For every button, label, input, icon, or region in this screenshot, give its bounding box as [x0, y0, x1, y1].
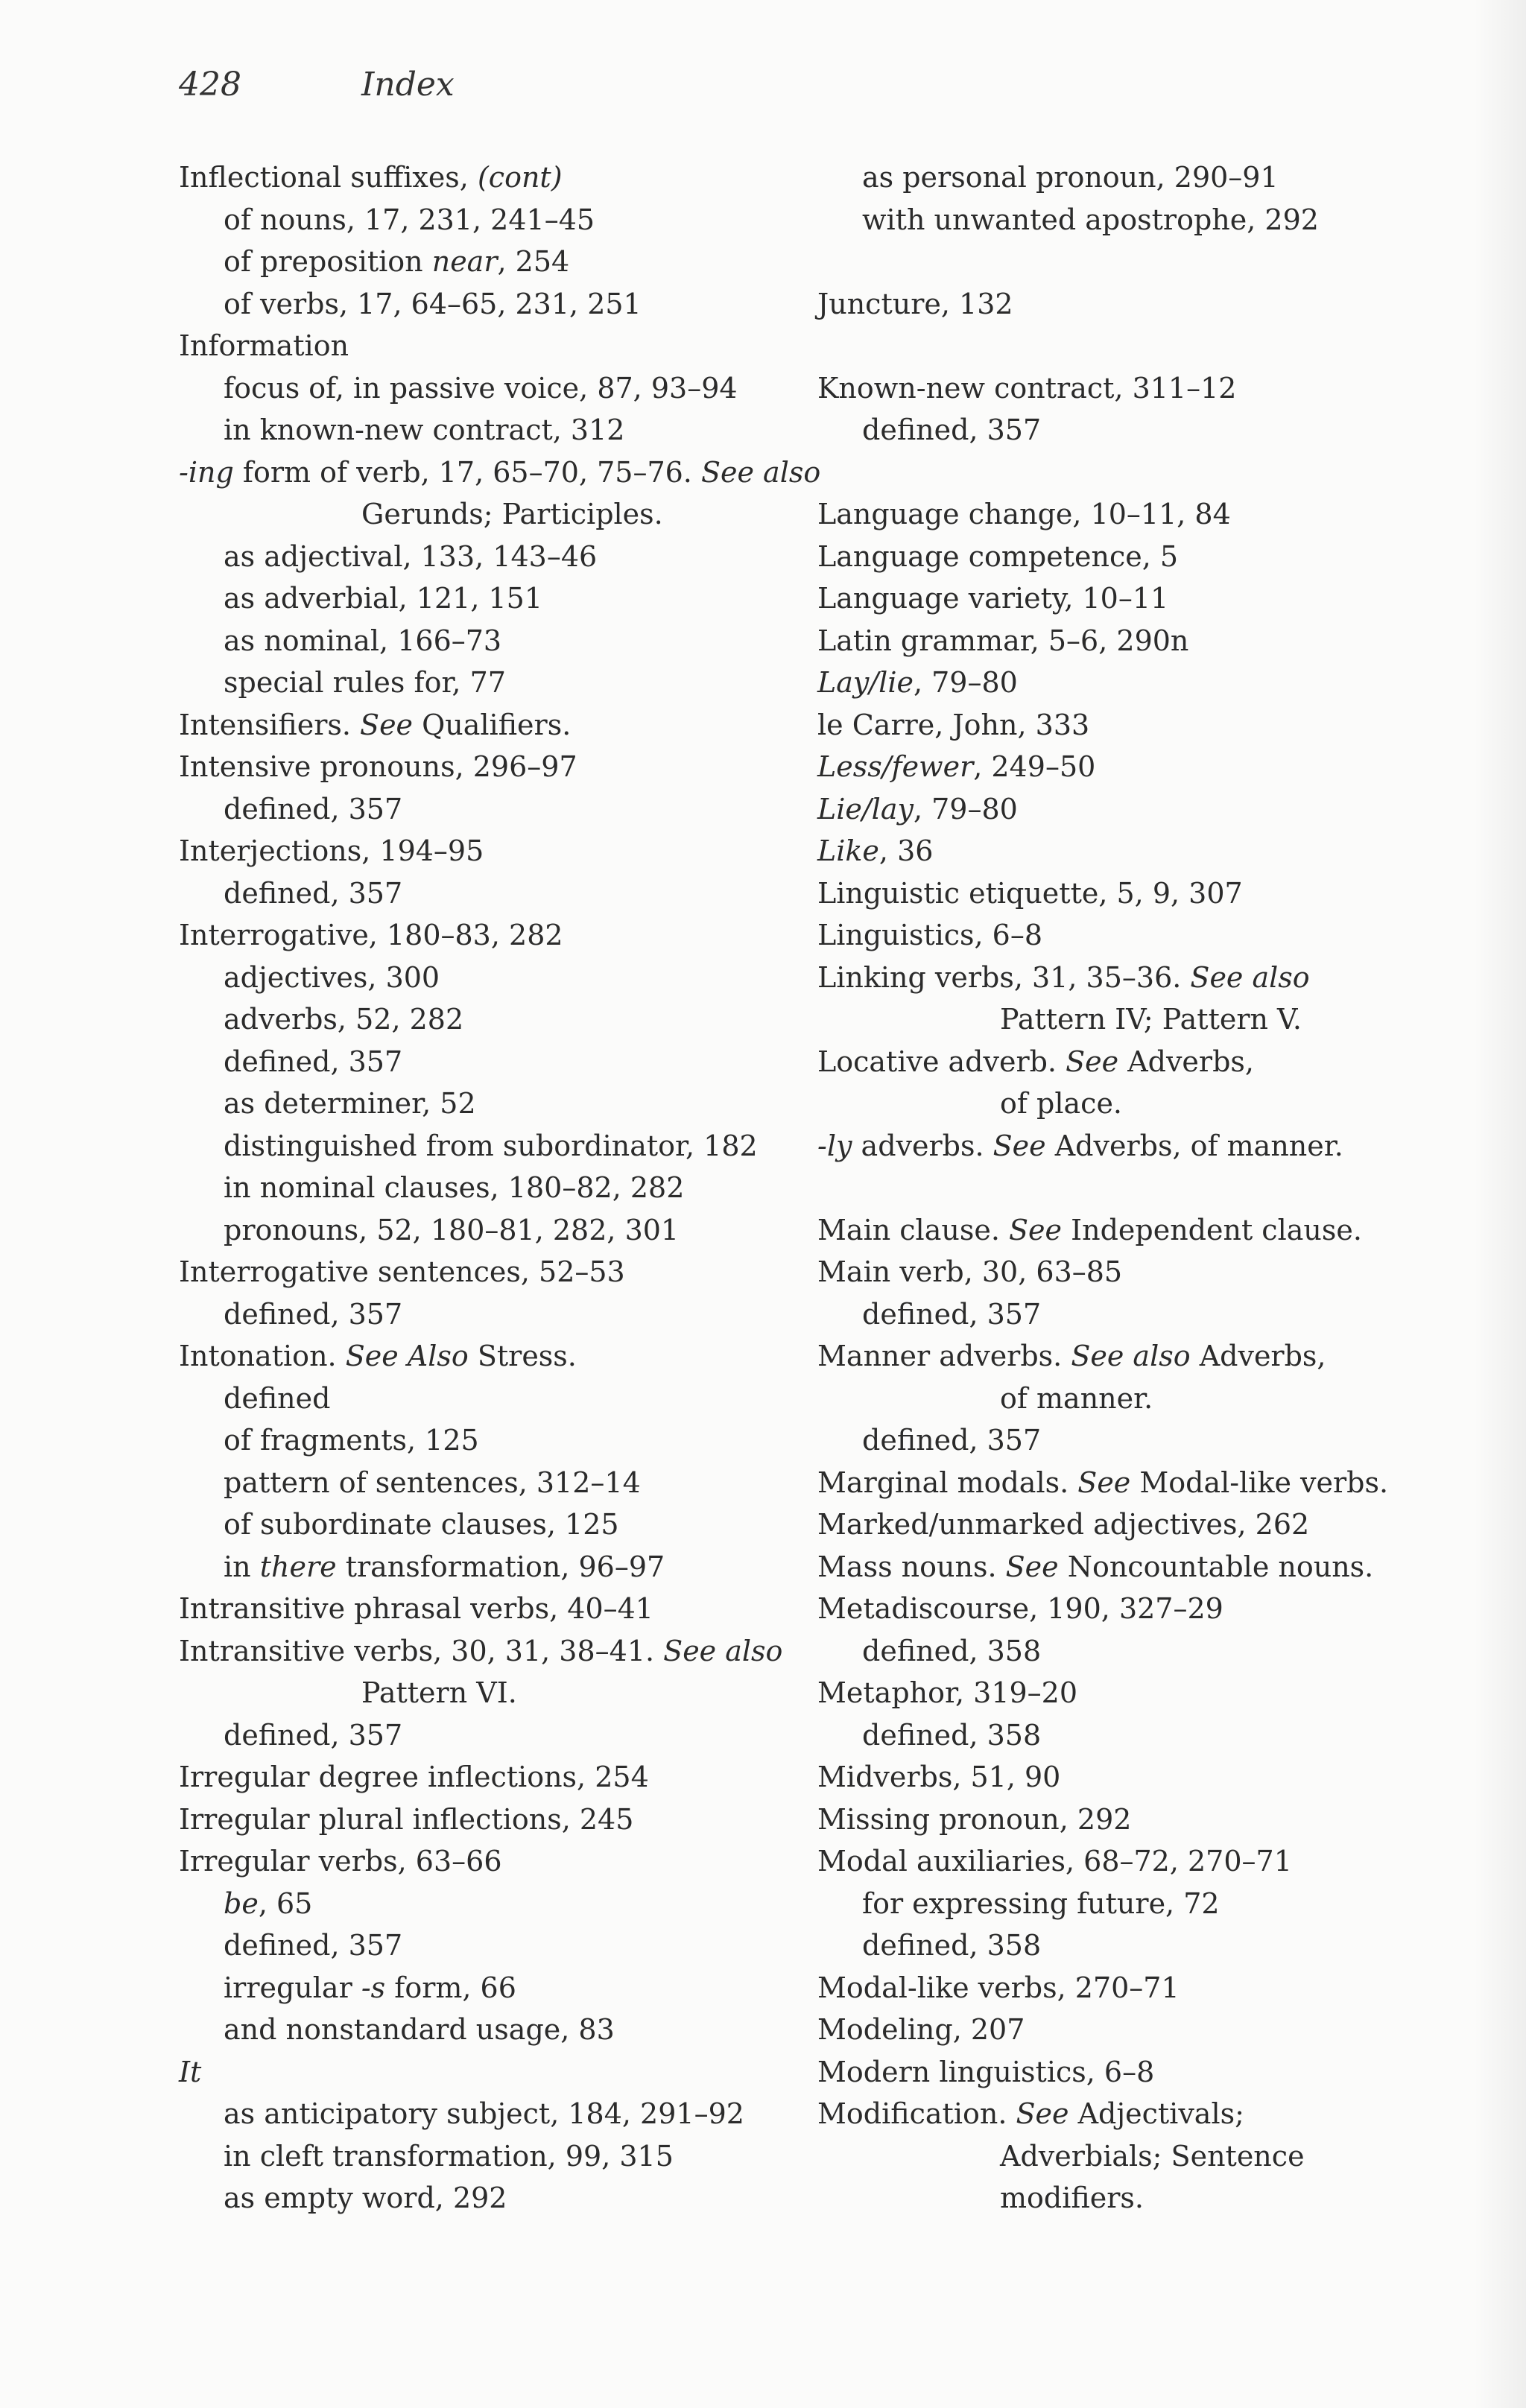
index-subentry	[179, 1462, 820, 1504]
entry-text: Adverbs,	[1190, 1340, 1326, 1372]
italic-text: Lie/lay	[817, 792, 914, 826]
index-entry	[179, 1630, 820, 1673]
index-entry	[179, 2051, 820, 2094]
index-entry	[817, 1251, 1388, 1293]
index-subentry	[179, 1083, 820, 1125]
index-subentry	[179, 2135, 820, 2178]
entry-text: Intransitive verbs, 30, 31, 38–41.	[179, 1634, 664, 1667]
italic-text: Less/fewer	[817, 750, 974, 783]
index-entry	[817, 1799, 1388, 1841]
entry-text: special rules for, 77	[224, 666, 506, 699]
index-subentry	[817, 1630, 1388, 1673]
index-entry	[179, 1799, 820, 1841]
entry-text: Modal-like verbs.	[1130, 1466, 1389, 1499]
index-subentry	[179, 1546, 820, 1588]
index-entry	[817, 620, 1388, 662]
entry-text: distinguished from subordinator, 182	[224, 1129, 758, 1162]
entry-text: Gerunds; Participles.	[361, 498, 663, 530]
entry-text: for expressing future, 72	[862, 1886, 1220, 1920]
entry-text: of subordinate clauses, 125	[224, 1508, 619, 1541]
entry-text: Adverbials; Sentence	[1000, 2139, 1305, 2173]
index-subentry	[179, 957, 820, 999]
entry-text: Modern linguistics, 6–8	[817, 2055, 1155, 2088]
entry-text: Main clause.	[817, 1213, 1009, 1246]
index-spacer	[817, 325, 1388, 367]
entry-text: , 36	[878, 834, 934, 867]
index-entry	[179, 1756, 820, 1799]
index-entry	[179, 452, 820, 494]
index-subentry	[179, 2177, 820, 2220]
index-subentry	[179, 577, 820, 620]
italic-text: -ing	[179, 455, 234, 489]
entry-text: as empty word, 292	[224, 2182, 507, 2214]
entry-text: defined, 358	[862, 1634, 1042, 1667]
entry-text: Intensive pronouns, 296–97	[179, 750, 577, 783]
entry-text: in nominal clauses, 180–82, 282	[224, 1171, 685, 1204]
index-entry	[817, 957, 1388, 999]
entry-text: defined, 357	[862, 1424, 1042, 1457]
entry-text: Adjectivals;	[1068, 2097, 1244, 2130]
entry-text: Interrogative, 180–83, 282	[179, 919, 563, 951]
entry-text: Information	[179, 329, 349, 362]
index-subentry	[179, 2093, 820, 2135]
index-entry	[817, 2009, 1388, 2051]
italic-text: (cont)	[477, 161, 563, 194]
italic-text: See also	[663, 1634, 783, 1667]
index-continuation	[179, 1672, 820, 1714]
italic-text: See	[1066, 1045, 1119, 1078]
index-continuation	[817, 2135, 1388, 2178]
entry-text: Modal auxiliaries, 68–72, 270–71	[817, 1845, 1292, 1878]
index-entry	[817, 1967, 1388, 2009]
entry-text: Linking verbs, 31, 35–36.	[817, 960, 1191, 994]
index-subentry	[179, 788, 820, 831]
index-subentry	[817, 1419, 1388, 1462]
index-entry	[817, 493, 1388, 536]
entry-text: Language competence, 5	[817, 539, 1179, 573]
entry-text: Modification.	[817, 2097, 1016, 2130]
index-entry	[179, 1335, 820, 1378]
entry-text: Pattern VI.	[361, 1676, 517, 1709]
entry-text: defined, 358	[862, 1718, 1042, 1752]
entry-text: Marked/unmarked adjectives, 262	[817, 1508, 1310, 1541]
index-entry	[179, 704, 820, 747]
index-entry	[817, 1546, 1388, 1588]
entry-text: Stress.	[468, 1340, 577, 1372]
running-title: Index	[361, 66, 455, 104]
italic-text: near	[431, 245, 498, 278]
entry-text: Manner adverbs.	[817, 1340, 1071, 1372]
entry-text: adverbs.	[852, 1129, 993, 1162]
index-subentry	[179, 1419, 820, 1462]
index-entry	[179, 325, 820, 367]
entry-text: Irregular plural inflections, 245	[179, 1802, 634, 1836]
index-subentry	[179, 2009, 820, 2051]
entry-text: in cleft transformation, 99, 315	[224, 2139, 674, 2173]
entry-text: pronouns, 52, 180–81, 282, 301	[224, 1213, 680, 1246]
entry-text: Known-new contract, 311–12	[817, 371, 1237, 405]
entry-text: le Carre, John, 333	[817, 708, 1090, 741]
entry-text: Mass nouns.	[817, 1550, 1006, 1583]
entry-text: Linguistic etiquette, 5, 9, 307	[817, 876, 1243, 910]
entry-text: in	[224, 1550, 260, 1583]
entry-text: Missing pronoun, 292	[817, 1802, 1132, 1836]
entry-text: adjectives, 300	[224, 960, 440, 994]
index-subentry	[179, 409, 820, 452]
entry-text: Interrogative sentences, 52–53	[179, 1255, 625, 1288]
italic-text: See also	[700, 455, 821, 489]
index-subentry	[179, 1883, 820, 1925]
index-entry	[817, 1588, 1388, 1630]
italic-text: See also	[1071, 1340, 1191, 1372]
entry-text: defined, 357	[862, 1297, 1042, 1331]
page-number: 428	[179, 66, 241, 104]
entry-text: as adjectival, 133, 143–46	[224, 539, 598, 573]
index-subentry	[179, 1209, 820, 1252]
italic-text: See	[360, 708, 414, 741]
entry-text: of manner.	[1000, 1381, 1153, 1415]
index-entry	[817, 746, 1388, 788]
index-entry	[817, 1756, 1388, 1799]
entry-text: Latin grammar, 5–6, 290n	[817, 624, 1189, 657]
entry-text: modifiers.	[1000, 2182, 1144, 2214]
index-entry	[817, 1462, 1388, 1504]
entry-text: as determiner, 52	[224, 1087, 476, 1120]
entry-text: Irregular degree inflections, 254	[179, 1761, 649, 1793]
entry-text: Noncountable nouns.	[1058, 1550, 1374, 1583]
index-subentry	[179, 1041, 820, 1083]
italic-text: be	[224, 1886, 259, 1920]
italic-text: See	[992, 1129, 1046, 1162]
index-subentry	[817, 409, 1388, 452]
entry-text: irregular	[224, 1971, 361, 2004]
entry-text: Qualifiers.	[413, 708, 572, 741]
index-entry	[817, 1209, 1388, 1252]
entry-text: Adverbs, of manner.	[1045, 1129, 1343, 1162]
entry-text: Linguistics, 6–8	[817, 919, 1043, 951]
index-column-left	[179, 156, 820, 2220]
index-continuation	[817, 998, 1388, 1041]
entry-text: Juncture, 132	[817, 287, 1013, 320]
index-subentry	[179, 536, 820, 578]
index-continuation	[817, 2177, 1388, 2220]
entry-text: with unwanted apostrophe, 292	[862, 203, 1319, 236]
index-subentry	[817, 1293, 1388, 1336]
index-entry	[817, 704, 1388, 747]
index-entry	[817, 2093, 1388, 2135]
index-entry	[817, 1840, 1388, 1883]
index-subentry	[179, 283, 820, 326]
entry-text: Irregular verbs, 63–66	[179, 1845, 502, 1878]
index-entry	[817, 283, 1388, 326]
entry-text: form, 66	[385, 1971, 516, 2004]
index-spacer	[817, 452, 1388, 494]
entry-text: as personal pronoun, 290–91	[862, 161, 1279, 194]
entry-text: , 79–80	[913, 666, 1018, 699]
entry-text: of fragments, 125	[224, 1424, 479, 1457]
index-subentry	[179, 662, 820, 704]
index-entry	[817, 872, 1388, 915]
entry-text: Language variety, 10–11	[817, 582, 1169, 615]
entry-text: of place.	[1000, 1087, 1123, 1120]
entry-text: and nonstandard usage, 83	[224, 2013, 615, 2046]
index-entry	[817, 914, 1388, 957]
entry-text: Metaphor, 319–20	[817, 1676, 1078, 1709]
index-entry	[817, 1335, 1388, 1378]
entry-text: Adverbs,	[1118, 1045, 1254, 1078]
entry-text: defined, 357	[224, 792, 403, 826]
entry-text: Pattern IV; Pattern V.	[1000, 1003, 1302, 1036]
entry-text: defined, 357	[224, 1718, 403, 1752]
italic-text: there	[259, 1550, 337, 1583]
index-continuation	[817, 1378, 1388, 1420]
index-entry	[179, 830, 820, 872]
index-entry	[817, 1672, 1388, 1714]
italic-text: It	[179, 2055, 202, 2088]
index-entry	[817, 536, 1388, 578]
index-entry	[179, 1251, 820, 1293]
index-subentry	[817, 156, 1388, 199]
italic-text: See	[1077, 1466, 1131, 1499]
entry-text: Main verb, 30, 63–85	[817, 1255, 1123, 1288]
italic-text: See	[1005, 1550, 1059, 1583]
entry-text: defined, 357	[862, 414, 1042, 446]
entry-text: focus of, in passive voice, 87, 93–94	[224, 371, 738, 405]
index-entry	[817, 788, 1388, 831]
index-entry	[817, 367, 1388, 410]
entry-text: defined, 357	[224, 1297, 403, 1331]
index-subentry	[817, 199, 1388, 241]
index-entry	[817, 577, 1388, 620]
entry-text: Intensifiers.	[179, 708, 361, 741]
entry-text: of nouns, 17, 231, 241–45	[224, 203, 595, 236]
index-subentry	[179, 1967, 820, 2009]
entry-text: adverbs, 52, 282	[224, 1003, 464, 1036]
entry-text: defined, 357	[224, 1929, 403, 1962]
index-spacer	[817, 241, 1388, 283]
entry-text: Modal-like verbs, 270–71	[817, 1971, 1180, 2004]
entry-text: in known-new contract, 312	[224, 414, 625, 446]
entry-text: of preposition	[224, 245, 432, 278]
page-edge-shadow	[1474, 0, 1526, 2408]
entry-text: Language change, 10–11, 84	[817, 498, 1231, 530]
entry-text: Independent clause.	[1062, 1213, 1362, 1246]
italic-text: See	[1008, 1213, 1062, 1246]
index-entry	[179, 746, 820, 788]
italic-text: -ly	[817, 1129, 852, 1162]
index-subentry	[817, 1924, 1388, 1967]
entry-text: , 254	[497, 245, 570, 278]
index-subentry	[817, 1883, 1388, 1925]
index-subentry	[179, 199, 820, 241]
index-continuation	[817, 1083, 1388, 1125]
index-entry	[817, 830, 1388, 872]
index-subentry	[179, 1714, 820, 1757]
entry-text: of verbs, 17, 64–65, 231, 251	[224, 287, 642, 320]
entry-text: Marginal modals.	[817, 1466, 1078, 1499]
index-subentry	[179, 1167, 820, 1209]
index-continuation	[179, 493, 820, 536]
entry-text: Inflectional suffixes,	[179, 161, 478, 194]
entry-text: Intonation.	[179, 1340, 346, 1372]
entry-text: defined, 357	[224, 876, 403, 910]
index-entry	[179, 1840, 820, 1883]
index-subentry	[817, 1714, 1388, 1757]
entry-text: defined	[224, 1381, 331, 1415]
index-subentry	[179, 620, 820, 662]
italic-text: See	[1016, 2097, 1069, 2130]
index-subentry	[179, 1378, 820, 1420]
entry-text: , 249–50	[973, 750, 1096, 783]
entry-text: form of verb, 17, 65–70, 75–76.	[233, 455, 701, 489]
index-subentry	[179, 1504, 820, 1546]
entry-text: as nominal, 166–73	[224, 624, 502, 657]
index-subentry	[179, 1293, 820, 1336]
index-subentry	[179, 872, 820, 915]
entry-text: as anticipatory subject, 184, 291–92	[224, 2097, 744, 2130]
entry-text: Locative adverb.	[817, 1045, 1066, 1078]
entry-text: Interjections, 194–95	[179, 834, 484, 867]
index-subentry	[179, 1924, 820, 1967]
entry-text: defined, 358	[862, 1929, 1042, 1962]
entry-text: as adverbial, 121, 151	[224, 582, 543, 615]
entry-text: Midverbs, 51, 90	[817, 1761, 1061, 1793]
entry-text: Intransitive phrasal verbs, 40–41	[179, 1592, 653, 1625]
index-entry	[179, 156, 820, 199]
index-subentry	[179, 998, 820, 1041]
index-entry	[817, 1125, 1388, 1167]
entry-text: , 79–80	[913, 792, 1018, 826]
index-column-right	[817, 156, 1388, 2220]
index-entry	[817, 662, 1388, 704]
italic-text: Lay/lie	[817, 666, 914, 699]
entry-text: Modeling, 207	[817, 2013, 1025, 2046]
italic-text: Like	[817, 834, 879, 867]
italic-text: See also	[1190, 960, 1310, 994]
index-spacer	[817, 1167, 1388, 1209]
index-subentry	[179, 367, 820, 410]
entry-text: Metadiscourse, 190, 327–29	[817, 1592, 1223, 1625]
index-subentry	[179, 1125, 820, 1167]
entry-text: , 65	[258, 1886, 313, 1920]
index-entry	[179, 914, 820, 957]
running-header	[179, 66, 455, 104]
italic-text: See Also	[345, 1340, 469, 1372]
entry-text: transformation, 96–97	[336, 1550, 665, 1583]
index-entry	[179, 1588, 820, 1630]
index-entry	[817, 1041, 1388, 1083]
index-entry	[817, 2051, 1388, 2094]
entry-text: pattern of sentences, 312–14	[224, 1466, 641, 1499]
index-subentry	[179, 241, 820, 283]
entry-text: defined, 357	[224, 1045, 403, 1078]
index-entry	[817, 1504, 1388, 1546]
italic-text: -s	[361, 1971, 386, 2004]
